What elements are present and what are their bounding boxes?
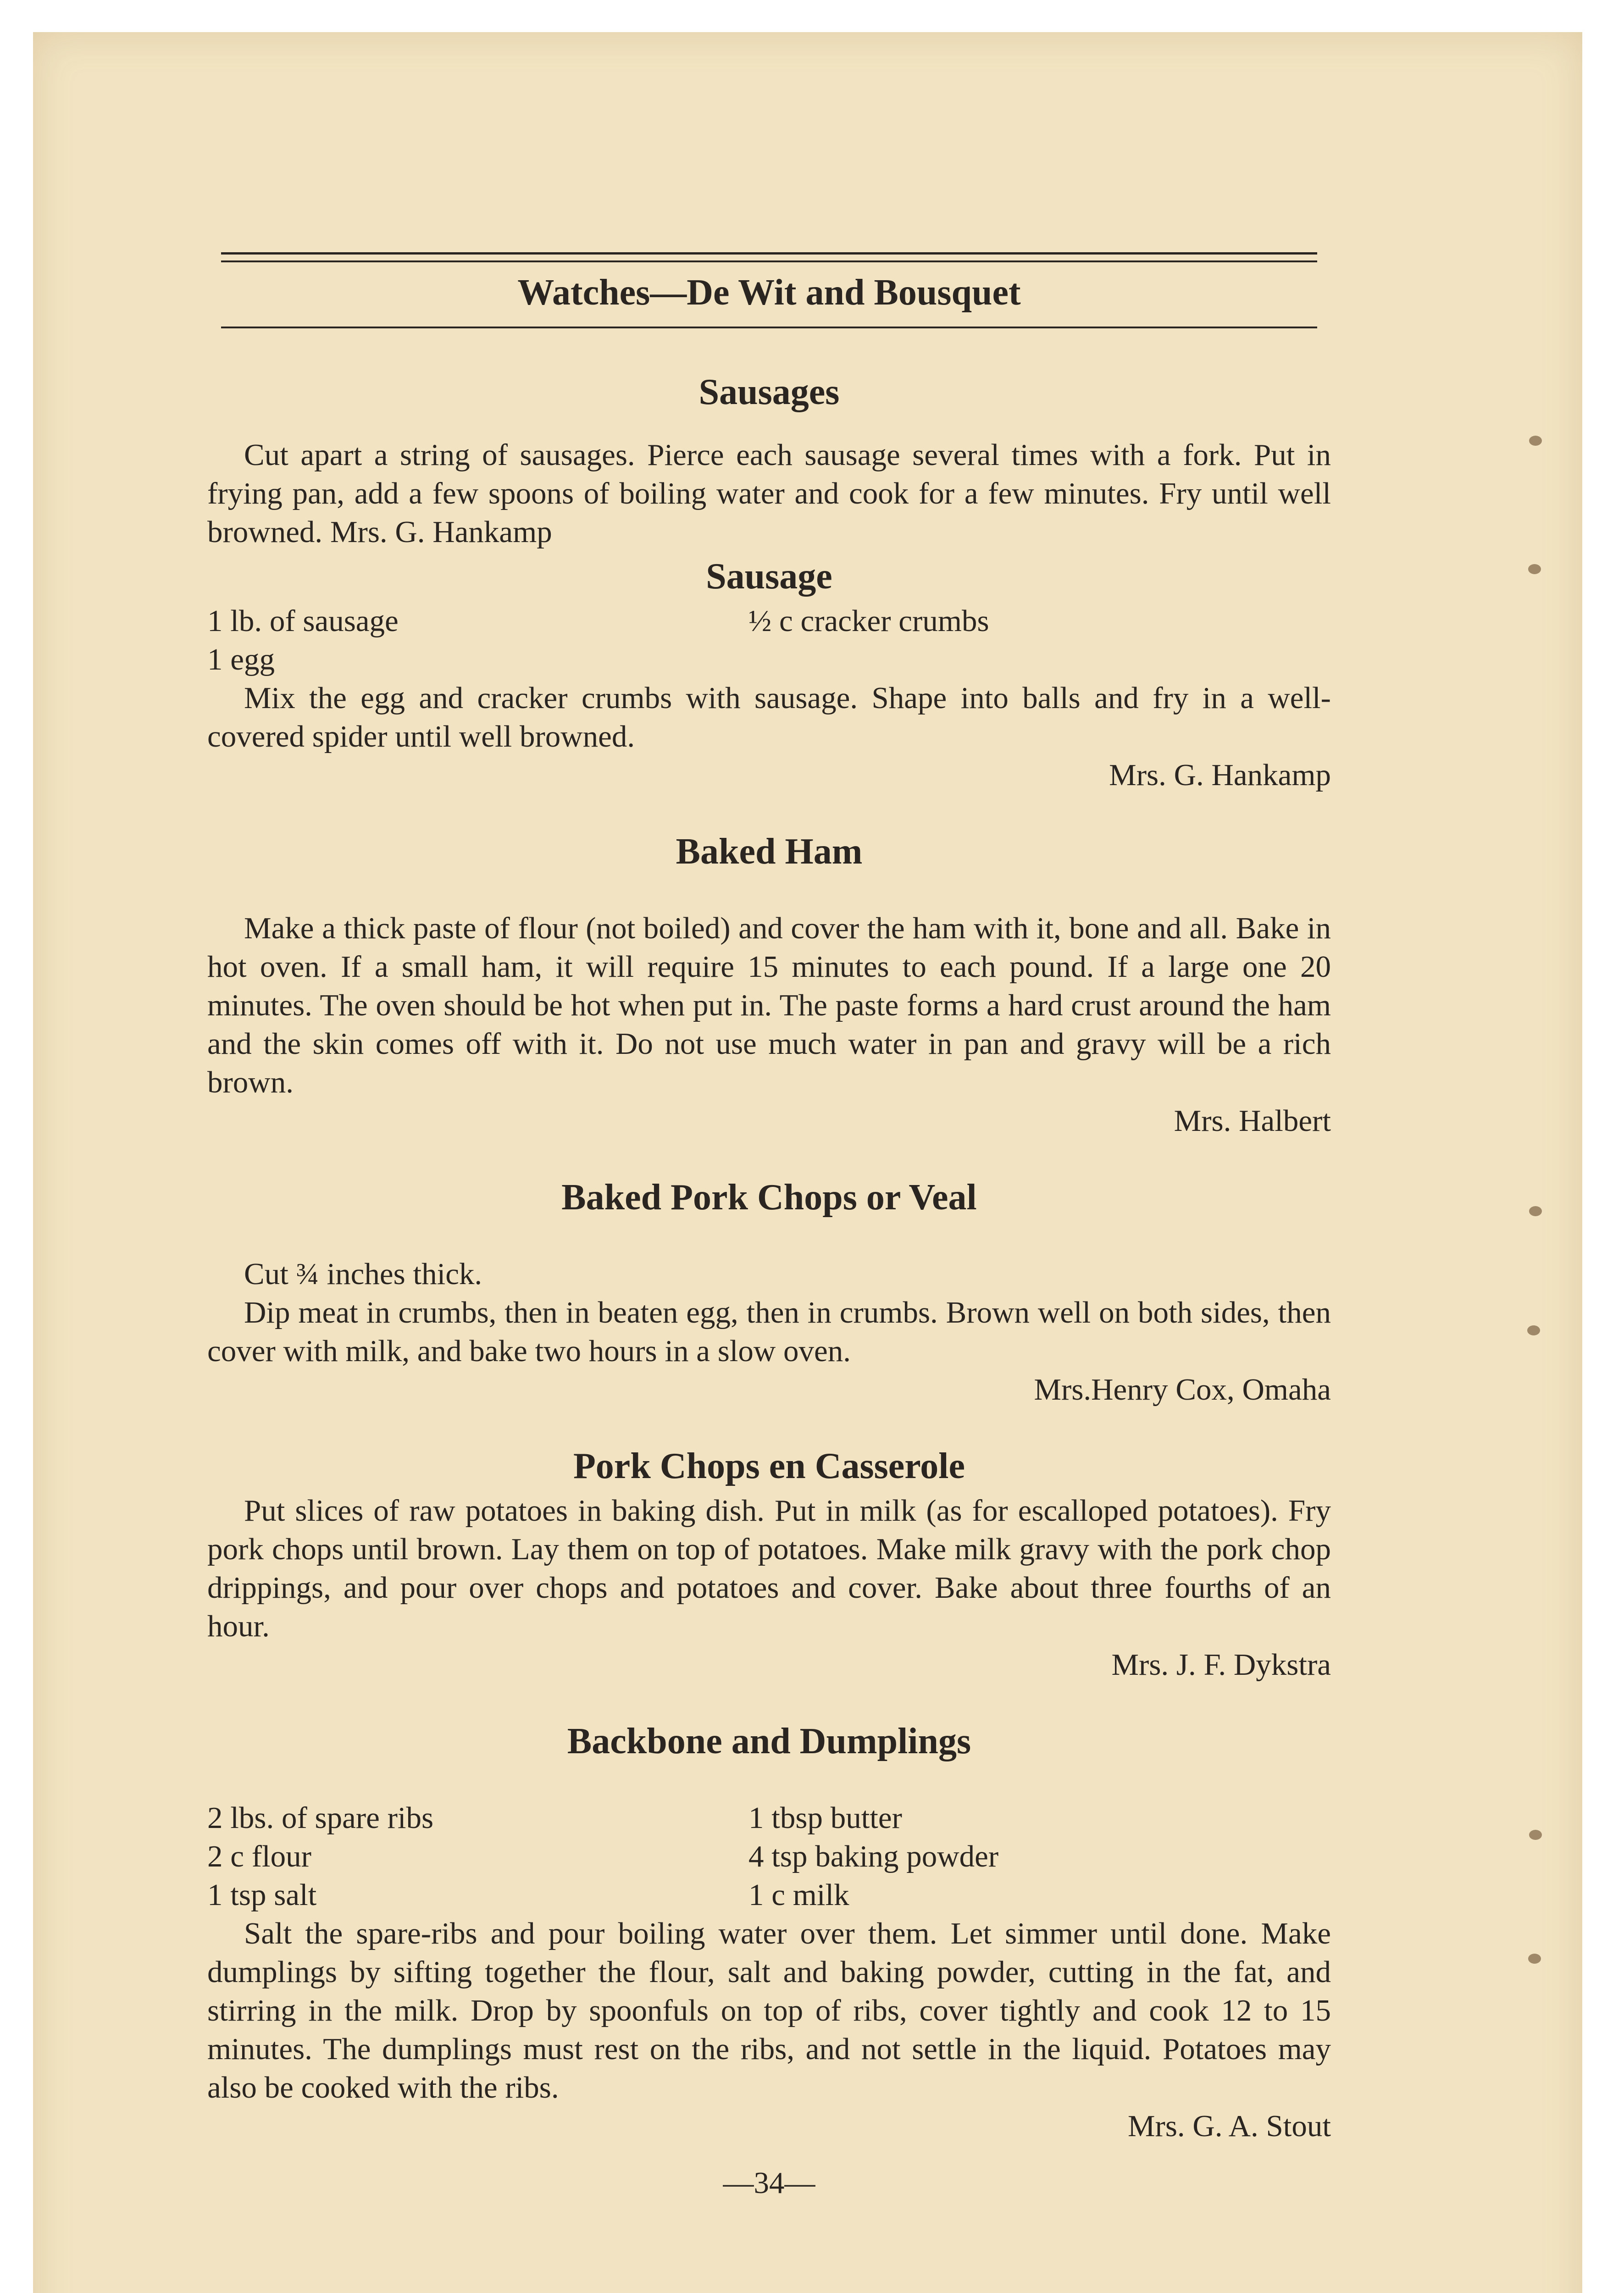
binding-hole-mark xyxy=(1529,1830,1542,1840)
recipe-author: Mrs. G. Hankamp xyxy=(1109,758,1331,792)
recipe-author: Mrs. Halbert xyxy=(1174,1104,1331,1138)
book-page xyxy=(33,32,1582,2293)
recipe-title-backbone: Backbone and Dumplings xyxy=(567,1721,971,1761)
binding-hole-mark xyxy=(1528,1954,1541,1964)
binding-hole-mark xyxy=(1528,564,1541,574)
ingredient-row: 1 egg xyxy=(207,642,275,676)
recipe-author: Mrs.Henry Cox, Omaha xyxy=(1034,1373,1331,1407)
page-number: —34— xyxy=(723,2166,815,2200)
running-header xyxy=(207,225,1331,335)
page-content xyxy=(207,225,1331,2202)
recipe-body-pork-chops-veal: Dip meat in crumbs, then in beaten egg, then in crumbs. Brown well on both sides, then cover with milk, and bake two hours in a slow oven. xyxy=(207,1296,1331,1368)
recipe-author: Mrs. G. A. Stout xyxy=(1127,2109,1331,2143)
recipe-body-baked-ham: Make a thick paste of flour (not boiled) and cover the ham with it, bone and all. Bake in hot oven. If a small ham, it will require 15 minutes to each pound. If a large one 20 minutes. The oven should be hot when put in. The paste forms a hard crust around the ham and the skin comes off with it. Do not use much water in pan and gravy will be a rich brown. xyxy=(207,911,1331,1099)
recipe-title-baked-ham: Baked Ham xyxy=(676,831,863,872)
recipe-title-pork-chops-veal: Baked Pork Chops or Veal xyxy=(561,1177,977,1218)
recipe-body-pork-chops-casserole: Put slices of raw potatoes in baking dish. Put in milk (as for escalloped potatoes). Fry pork chops until brown. Lay them on top of potatoes. Make milk gravy with the pork chop drippings, and pour over chops and potatoes and cover. Bake about three fourths of an hour. xyxy=(207,1494,1331,1643)
header-rule xyxy=(221,327,1317,328)
binding-hole-mark xyxy=(1529,436,1542,446)
recipe-line: Cut ¾ inches thick. xyxy=(244,1257,482,1291)
ingredient-row: 2 c flour 4 tsp baking powder xyxy=(207,1839,999,1873)
binding-hole-mark xyxy=(1529,1206,1542,1216)
recipe-body-backbone: Salt the spare-ribs and pour boiling water over them. Let simmer until done. Make dumplings by sifting together the flour, salt and baking powder, cutting in the fat, and stirring in the milk. Drop by spoonfuls on top of ribs, cover tightly and cook 12 to 15 minutes. The dumplings must rest on the ribs, and not settle in the liquid. Potatoes may also be cooked with the ribs. xyxy=(207,1916,1331,2105)
header-rule xyxy=(221,260,1317,262)
recipe-title-sausages: Sausages xyxy=(698,372,840,412)
ingredient-row: 1 lb. of sausage ½ c cracker crumbs xyxy=(207,604,989,638)
recipe-title-pork-chops-casserole: Pork Chops en Casserole xyxy=(573,1446,965,1486)
binding-hole-mark xyxy=(1527,1325,1540,1335)
header-title: Watches—De Wit and Bousquet xyxy=(517,272,1021,313)
header-rule xyxy=(221,252,1317,255)
recipe-title-sausage: Sausage xyxy=(706,556,832,597)
recipe-body-sausages: Cut apart a string of sausages. Pierce each sausage several times with a fork. Put in frying pan, add a few spoons of boiling water and cook for a few minutes. Fry until well browned. Mrs. G. Hankamp xyxy=(207,438,1331,549)
recipe-author: Mrs. J. F. Dykstra xyxy=(1111,1648,1331,1682)
recipe-author: Mrs. G. Hankamp xyxy=(330,515,552,549)
ingredient-row: 1 tsp salt 1 c milk xyxy=(207,1878,849,1912)
ingredient-row: 2 lbs. of spare ribs 1 tbsp butter xyxy=(207,1801,902,1835)
recipe-body-sausage: Mix the egg and cracker crumbs with sausage. Shape into balls and fry in a well-covered spider until well browned. xyxy=(207,681,1331,753)
